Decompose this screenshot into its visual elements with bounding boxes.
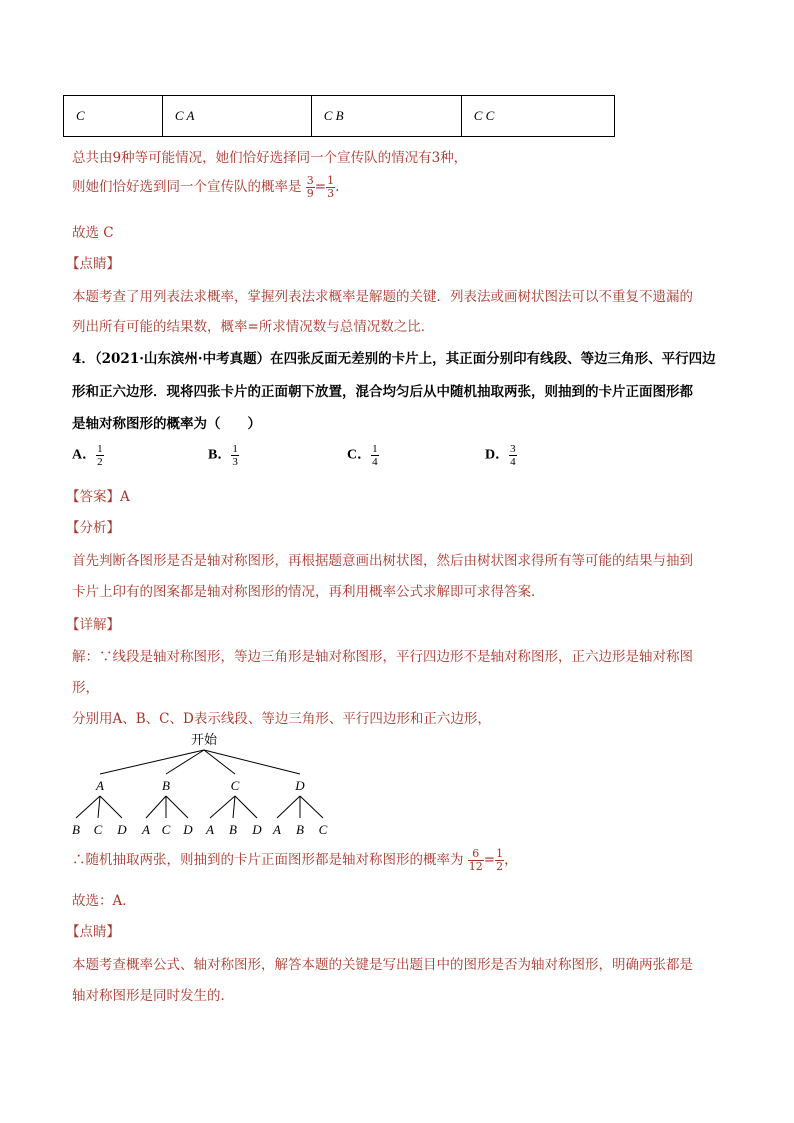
section-heading-dianjing: 【点睛】	[66, 256, 120, 272]
tree-leaf: B	[229, 822, 237, 837]
paragraph-detail-3: 分别用A、B、C、D表示线段、等边三角形、平行四边形和正六边形，	[72, 711, 491, 727]
fraction: $\frac{1}{2}$	[496, 847, 504, 873]
fraction: $\frac{1}{3}$	[327, 174, 335, 200]
answer-choice-line: 故选：A．	[72, 893, 136, 909]
number: 9	[112, 150, 122, 166]
tree-leaf: D	[183, 822, 193, 837]
tree-leaf: B	[296, 822, 304, 837]
paragraph-comment-3: 本题考查概率公式、轴对称图形，解答本题的关键是写出题目中的图形是否为轴对称图形，明确两张都是	[72, 957, 693, 973]
tree-leaf: D	[117, 822, 127, 837]
question-line-3: 是轴对称图形的概率为（ ）	[72, 416, 261, 432]
option-b[interactable]: B． $\frac{1}{3}$	[208, 443, 238, 468]
option-c[interactable]: C． $\frac{1}{4}$	[347, 443, 378, 468]
tree-leaf: A	[206, 822, 214, 837]
tree-leaf: C	[93, 822, 103, 837]
answer-choice-line: 故选 C	[72, 225, 114, 241]
question-line-2: 形和正六边形．现将四张卡片的正面朝下放置，混合均匀后从中随机抽取两张，则抽到的卡片正面图形都	[72, 384, 693, 400]
paragraph-comment-4: 轴对称图形是同时发生的．	[72, 988, 234, 1004]
tree-leaf: C	[161, 822, 171, 837]
paragraph-total	[72, 146, 467, 166]
paragraph-detail-1: 解：∵线段是轴对称图形，等边三角形是轴对称图形，平行四边形不是轴对称图形，正六边形是轴对称图	[72, 649, 693, 665]
table-cell: C C	[461, 96, 614, 137]
text: 总共由	[72, 150, 113, 166]
paragraph-result: ∴随机抽取两张，则抽到的卡片正面图形都是轴对称图形的概率为 $\frac{6}{12}$ = $\frac{1}{2}$ ，	[72, 847, 518, 873]
table-cell: C A	[162, 96, 311, 137]
option-d[interactable]: D． $\frac{3}{4}$	[485, 443, 516, 468]
text: 种等可能情况，她们恰好选择同一个宣传队的情况有	[121, 150, 432, 166]
tree-node: C	[230, 778, 240, 793]
tree-diagram	[60, 728, 360, 843]
tree-leaf: A	[142, 822, 150, 837]
paragraph-analysis-1: 首先判断各图形是否是轴对称图形，再根据题意画出树状图，然后由树状图求得所有等可能的结果与抽到	[72, 553, 693, 569]
section-heading-xiangjie: 【详解】	[66, 617, 120, 633]
fraction: $\frac{6}{12}$	[468, 847, 483, 873]
paragraph-analysis-2: 卡片上印有的图案都是轴对称图形的情况，再利用概率公式求解即可求得答案．	[72, 584, 545, 600]
section-heading-dianjing: 【点睛】	[66, 924, 120, 940]
text: ∴随机抽取两张，则抽到的卡片正面图形都是轴对称图形的概率为	[72, 852, 464, 868]
paragraph-comment-1: 本题考查了用列表法求概率，掌握列表法求概率是解题的关键．列表法或画树状图法可以不重复不遗漏的	[72, 289, 693, 305]
tree-leaf: C	[318, 822, 328, 837]
paragraph-comment-2: 列出所有可能的结果数，概率=所求情况数与总情况数之比．	[72, 319, 435, 335]
tree-node: A	[96, 778, 104, 793]
paragraph-detail-2: 形，	[72, 680, 99, 696]
text: 种，	[440, 150, 468, 166]
tree-leaf: A	[273, 822, 281, 837]
tree-node: D	[295, 778, 305, 793]
tree-node: B	[162, 778, 170, 793]
paragraph-probability: 则她们恰好选到同一个宣传队的概率是 $\frac{3}{9}$ = $\frac{1}{3}$ .	[72, 174, 340, 200]
fraction: $\frac{3}{9}$	[306, 174, 314, 200]
number: 3	[431, 150, 441, 166]
table-cell: C	[64, 96, 163, 137]
section-heading-fenxi: 【分析】	[66, 520, 120, 536]
tree-leaf: B	[72, 822, 80, 837]
option-a[interactable]: A． $\frac{1}{2}$	[72, 443, 103, 468]
tree-root: 开始	[190, 733, 218, 748]
answer-heading: 【答案】A	[66, 489, 130, 505]
outcome-table	[63, 95, 615, 137]
tree-leaf: D	[252, 822, 262, 837]
text: 则她们恰好选到同一个宣传队的概率是	[72, 179, 302, 195]
question-line-1: 4．（2021·山东滨州·中考真题）在四张反面无差别的卡片上，其正面分别印有线段、等边三角形、平行四边	[72, 351, 716, 367]
table-cell: C B	[311, 96, 461, 137]
